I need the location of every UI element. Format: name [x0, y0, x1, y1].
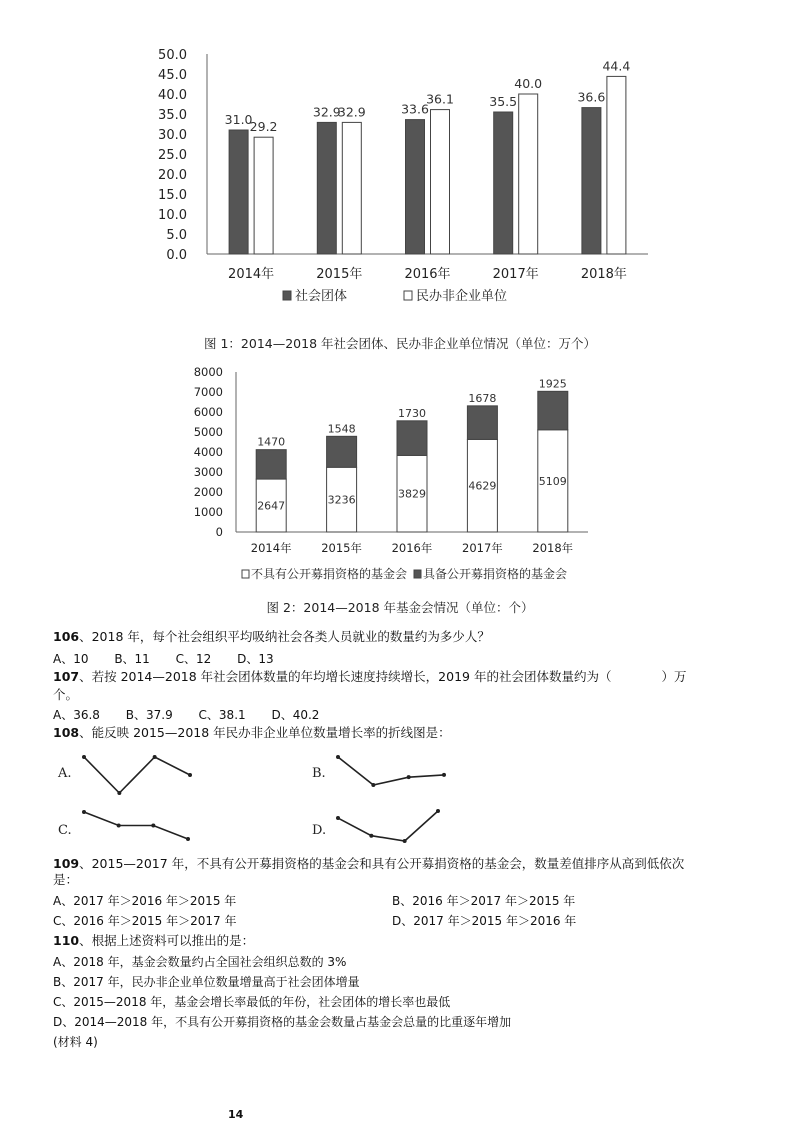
line-point	[336, 816, 340, 820]
line-point	[82, 755, 86, 759]
option-b[interactable]: B、37.9	[125, 708, 173, 722]
data-label: 5109	[538, 474, 567, 488]
growth-line	[84, 757, 190, 793]
bar-private-nonenterprise	[342, 122, 361, 254]
page-number: 14	[228, 1108, 244, 1121]
y-tick-label: 35.0	[158, 108, 187, 123]
line-point	[82, 810, 86, 814]
option-b[interactable]: B、11	[114, 652, 150, 666]
y-tick-label: 0.0	[166, 248, 187, 263]
question-text: 、能反映 2015—2018 年民办非企业单位数量增长率的折线图是：	[79, 725, 451, 740]
material-note: (材料 4)	[53, 1035, 98, 1049]
option-d[interactable]: D、13	[237, 652, 274, 666]
question-text: 、根据上述资料可以推出的是：	[79, 933, 255, 948]
growth-line	[338, 757, 444, 785]
data-label: 33.6	[401, 101, 429, 117]
bar-with-fundraising	[397, 421, 427, 456]
data-label: 1730	[398, 406, 426, 420]
question-107	[53, 668, 686, 686]
data-label: 36.6	[577, 89, 606, 105]
data-label: 44.4	[602, 58, 631, 74]
option-b[interactable]: B、2016 年＞2017 年＞2015 年	[392, 894, 576, 908]
y-tick-label: 1000	[193, 505, 223, 519]
data-label: 32.9	[312, 104, 341, 120]
bar-social-group	[406, 120, 425, 254]
line-point	[117, 791, 121, 795]
data-label: 36.1	[426, 91, 454, 107]
line-point	[371, 783, 375, 787]
line-point	[117, 824, 121, 828]
option-label: A.	[58, 766, 72, 781]
option-a[interactable]: A、2017 年＞2016 年＞2015 年	[53, 894, 237, 908]
x-tick-label: 2018年	[580, 267, 627, 282]
x-tick-label: 2015年	[316, 267, 363, 282]
y-tick-label: 45.0	[158, 68, 187, 83]
question-109-cont: 是：	[53, 872, 79, 887]
bar-with-fundraising	[538, 391, 568, 430]
line-point	[186, 837, 190, 841]
option-c[interactable]: C、2015—2018 年，基金会增长率最低的年份，社会团体的增长率也最低	[53, 995, 451, 1009]
line-point	[188, 773, 192, 777]
legend-swatch	[414, 570, 421, 578]
legend-label: 社会团体	[295, 289, 348, 304]
growth-line	[84, 812, 188, 839]
question-number: 106	[53, 629, 80, 644]
y-tick-label: 8000	[193, 365, 223, 379]
question-text: 、2018 年，每个社会组织平均吸纳社会各类人员就业的数量约为多少人？	[79, 629, 490, 644]
option-b[interactable]: B、2017 年，民办非企业单位数量增量高于社会团体增量	[53, 975, 360, 989]
x-tick-label: 2017年	[492, 267, 539, 282]
question-108-line-options	[0, 745, 800, 855]
line-point	[151, 824, 155, 828]
y-tick-label: 30.0	[158, 128, 187, 143]
option-d[interactable]: D、40.2	[271, 708, 320, 722]
y-tick-label: 6000	[193, 405, 223, 419]
y-tick-label: 3000	[193, 465, 223, 479]
bar-with-fundraising	[256, 450, 286, 479]
y-tick-label: 0	[215, 525, 223, 539]
bar-social-group	[229, 130, 248, 254]
data-label: 35.5	[489, 94, 518, 109]
data-label: 1678	[468, 391, 497, 405]
bar-social-group	[494, 112, 513, 254]
option-c[interactable]: C、38.1	[198, 708, 246, 722]
x-tick-label: 2016年	[391, 541, 433, 555]
y-tick-label: 5.0	[166, 228, 187, 243]
question-text: 、2015—2017 年，不具有公开募捐资格的基金会和具有公开募捐资格的基金会，数量差值排序从高到低依次	[79, 856, 685, 871]
bar-with-fundraising	[327, 436, 357, 467]
option-a[interactable]: A、10	[53, 652, 89, 666]
legend-label: 具备公开募捐资格的基金会	[423, 567, 568, 581]
chart-1-caption: 图 1：2014—2018 年社会团体、民办非企业单位情况（单位：万个）	[203, 336, 597, 351]
question-number: 108	[53, 725, 80, 740]
chart-2-foundations	[0, 360, 800, 600]
data-label: 1925	[538, 377, 567, 391]
y-tick-label: 10.0	[158, 208, 187, 223]
legend-swatch	[283, 291, 291, 300]
option-label: D.	[312, 823, 327, 838]
line-option-d[interactable]	[312, 809, 440, 843]
y-tick-label: 15.0	[158, 188, 187, 203]
question-106-options	[53, 650, 296, 667]
y-tick-label: 5000	[193, 425, 223, 439]
x-tick-label: 2017年	[462, 541, 503, 555]
y-tick-label: 7000	[193, 385, 223, 399]
y-tick-label: 4000	[193, 445, 223, 459]
y-tick-label: 40.0	[158, 88, 187, 103]
legend-label: 不具有公开募捐资格的基金会	[251, 567, 408, 581]
line-point	[403, 839, 407, 843]
line-option-c[interactable]	[58, 810, 190, 841]
question-109	[53, 855, 684, 873]
option-c[interactable]: C、12	[175, 652, 212, 666]
data-label: 1548	[327, 422, 356, 436]
bar-private-nonenterprise	[607, 76, 626, 254]
chart-2-caption: 图 2：2014—2018 年基金会情况（单位：个）	[266, 600, 534, 615]
data-label: 3236	[327, 493, 356, 507]
data-label: 4629	[468, 479, 497, 493]
option-d[interactable]: D、2017 年＞2015 年＞2016 年	[392, 914, 577, 928]
line-point	[436, 809, 440, 813]
option-c[interactable]: C、2016 年＞2015 年＞2017 年	[53, 914, 237, 928]
question-107-options	[53, 706, 341, 723]
line-option-a[interactable]	[57, 755, 192, 795]
line-point	[369, 834, 373, 838]
bar-private-nonenterprise	[431, 110, 450, 254]
bar-private-nonenterprise	[254, 137, 273, 254]
option-label: C.	[58, 823, 72, 838]
bar-with-fundraising	[467, 406, 497, 440]
x-tick-label: 2015年	[321, 541, 362, 555]
y-tick-label: 20.0	[158, 168, 187, 183]
question-text: 、若按 2014—2018 年社会团体数量的年均增长速度持续增长，2019 年的社会团体数量约为（ ）万	[79, 669, 687, 684]
option-d[interactable]: D、2014—2018 年，不具有公开募捐资格的基金会数量占基金会总量的比重逐年增加	[53, 1015, 512, 1029]
y-tick-label: 25.0	[158, 148, 187, 163]
bar-private-nonenterprise	[519, 94, 538, 254]
question-106	[53, 628, 490, 646]
chart-1-social-groups	[0, 0, 800, 340]
question-110	[53, 932, 254, 950]
data-label: 31.0	[224, 112, 253, 127]
data-label: 40.0	[514, 76, 543, 91]
line-point	[153, 755, 157, 759]
data-label: 32.9	[337, 104, 366, 120]
line-point	[442, 773, 446, 777]
question-107-cont: 个。	[53, 687, 79, 702]
legend-swatch	[242, 570, 249, 578]
x-tick-label: 2018年	[532, 541, 574, 555]
data-label: 29.2	[249, 119, 278, 135]
y-tick-label: 50.0	[158, 48, 187, 63]
x-tick-label: 2014年	[228, 267, 275, 282]
option-label: B.	[312, 766, 326, 781]
bar-social-group	[317, 122, 336, 254]
question-number: 109	[53, 856, 80, 871]
option-a[interactable]: A、36.8	[53, 708, 100, 722]
data-label: 3829	[398, 487, 426, 501]
option-a[interactable]: A、2018 年，基金会数量约占全国社会组织总数的 3%	[53, 955, 347, 969]
x-tick-label: 2014年	[250, 541, 292, 555]
growth-line	[338, 811, 438, 841]
data-label: 2647	[257, 499, 286, 513]
legend-swatch	[404, 291, 412, 300]
data-label: 1470	[257, 435, 286, 449]
x-tick-label: 2016年	[404, 267, 451, 282]
y-tick-label: 2000	[193, 485, 223, 499]
question-108	[53, 724, 451, 742]
question-number: 110	[53, 933, 80, 948]
line-point	[407, 775, 411, 779]
line-point	[336, 755, 340, 759]
legend-label: 民办非企业单位	[416, 289, 508, 304]
bar-social-group	[582, 108, 601, 254]
question-number: 107	[53, 669, 80, 684]
line-option-b[interactable]	[312, 755, 446, 787]
